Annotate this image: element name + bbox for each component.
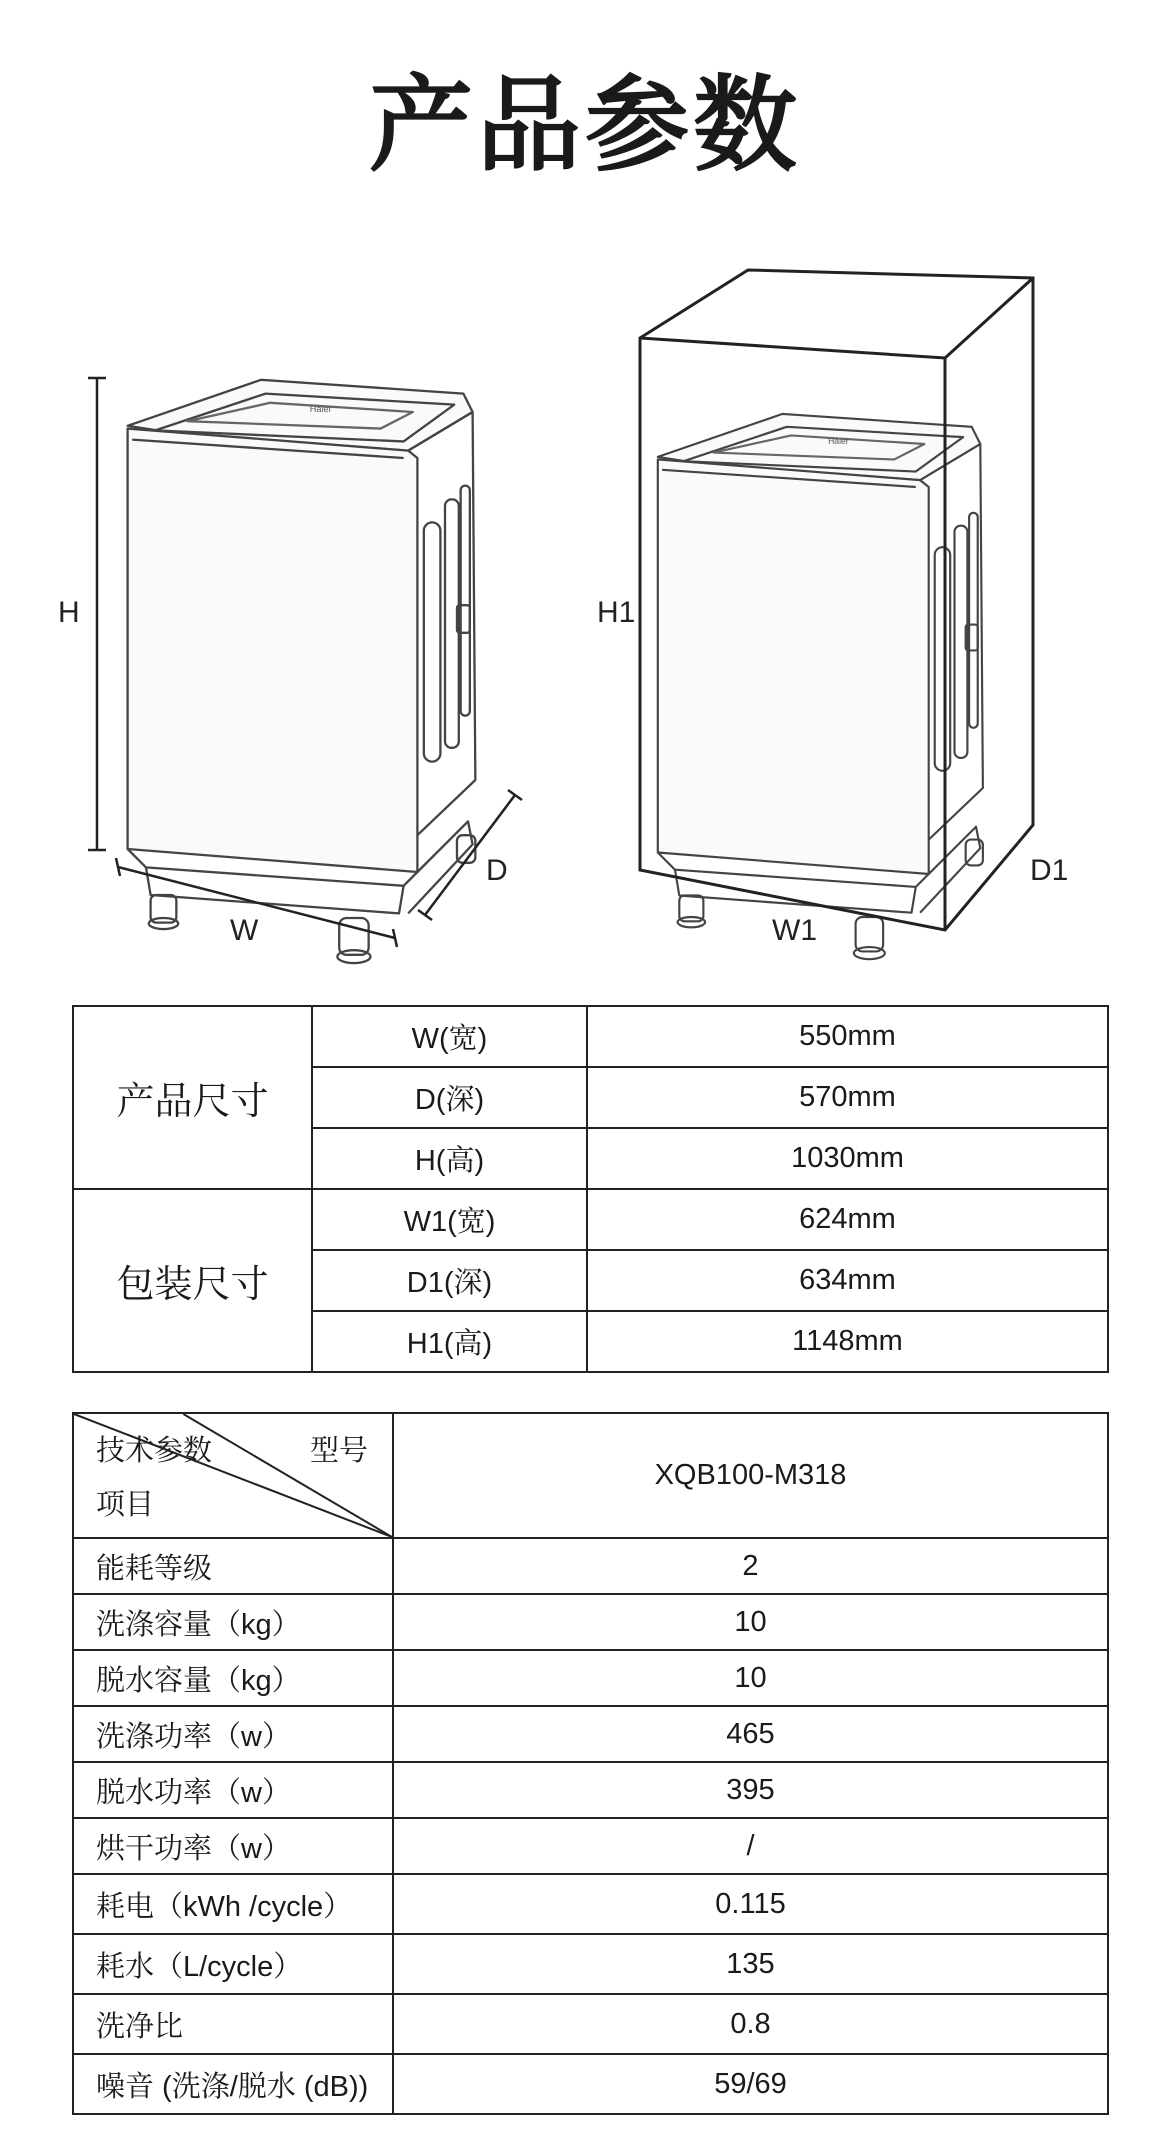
model-number: XQB100-M318 bbox=[393, 1413, 1108, 1538]
spec-value: 59/69 bbox=[393, 2054, 1108, 2114]
label-h1: H1 bbox=[597, 596, 636, 629]
dimension-key: H1(高) bbox=[312, 1311, 587, 1372]
spec-label: 洗涤功率（w） bbox=[73, 1706, 393, 1762]
label-w1: W1 bbox=[772, 914, 817, 947]
dimension-key: D(深) bbox=[312, 1067, 587, 1128]
spec-value: 2 bbox=[393, 1538, 1108, 1594]
spec-value: 135 bbox=[393, 1934, 1108, 1994]
dimension-diagram: Haier H W D H1 W1 D1 bbox=[0, 250, 1170, 970]
dimension-key: H(高) bbox=[312, 1128, 587, 1189]
table-row bbox=[73, 1934, 1108, 1994]
spec-label: 洗涤容量（kg） bbox=[73, 1594, 393, 1650]
spec-label: 耗水（L/cycle） bbox=[73, 1934, 393, 1994]
spec-label: 脱水功率（w） bbox=[73, 1762, 393, 1818]
spec-label: 洗净比 bbox=[73, 1994, 393, 2054]
spec-label: 噪音 (洗涤/脱水 (dB)) bbox=[73, 2054, 393, 2114]
dimension-key: W1(宽) bbox=[312, 1189, 587, 1250]
table-row bbox=[73, 2054, 1108, 2114]
spec-value: 0.8 bbox=[393, 1994, 1108, 2054]
specs-table bbox=[72, 1412, 1109, 2115]
table-row bbox=[73, 1189, 1108, 1250]
diagonal-header-cell bbox=[73, 1413, 393, 1538]
dimension-value: 550mm bbox=[587, 1006, 1108, 1067]
page-title: 产品参数 bbox=[368, 64, 801, 186]
spec-label: 能耗等级 bbox=[73, 1538, 393, 1594]
header-model: 型号 bbox=[309, 1435, 368, 1467]
spec-label: 脱水容量（kg） bbox=[73, 1650, 393, 1706]
spec-value: 395 bbox=[393, 1762, 1108, 1818]
header-tech-params: 技术参数 bbox=[96, 1435, 213, 1467]
table-row bbox=[73, 1762, 1108, 1818]
group-label: 包装尺寸 bbox=[73, 1189, 312, 1372]
label-w: W bbox=[230, 914, 259, 947]
product-washer-illustration bbox=[128, 380, 476, 963]
packaged-washer-illustration bbox=[658, 414, 983, 959]
spec-label: 烘干功率（w） bbox=[73, 1818, 393, 1874]
dimension-value: 1148mm bbox=[587, 1311, 1108, 1372]
table-row bbox=[73, 1650, 1108, 1706]
dimension-value: 624mm bbox=[587, 1189, 1108, 1250]
spec-value: 10 bbox=[393, 1594, 1108, 1650]
table-row bbox=[73, 1594, 1108, 1650]
label-d1: D1 bbox=[1030, 854, 1069, 887]
table-row bbox=[73, 1706, 1108, 1762]
table-row bbox=[73, 1994, 1108, 2054]
spec-label: 耗电（kWh /cycle） bbox=[73, 1874, 393, 1934]
dimension-key: D1(深) bbox=[312, 1250, 587, 1311]
spec-value: 10 bbox=[393, 1650, 1108, 1706]
table-row bbox=[73, 1874, 1108, 1934]
group-label: 产品尺寸 bbox=[73, 1006, 312, 1189]
header-item: 项目 bbox=[96, 1489, 155, 1521]
table-row bbox=[73, 1818, 1108, 1874]
spec-value: 465 bbox=[393, 1706, 1108, 1762]
spec-value: 0.115 bbox=[393, 1874, 1108, 1934]
dimension-value: 570mm bbox=[587, 1067, 1108, 1128]
height-dimension-line bbox=[88, 378, 106, 850]
dimension-key: W(宽) bbox=[312, 1006, 587, 1067]
dimension-value: 1030mm bbox=[587, 1128, 1108, 1189]
table-header-row bbox=[73, 1413, 1108, 1538]
table-row bbox=[73, 1006, 1108, 1067]
spec-value: / bbox=[393, 1818, 1108, 1874]
label-h: H bbox=[58, 596, 80, 629]
dimensions-table bbox=[72, 1005, 1109, 1373]
label-d: D bbox=[486, 854, 508, 887]
table-row bbox=[73, 1538, 1108, 1594]
dimension-value: 634mm bbox=[587, 1250, 1108, 1311]
